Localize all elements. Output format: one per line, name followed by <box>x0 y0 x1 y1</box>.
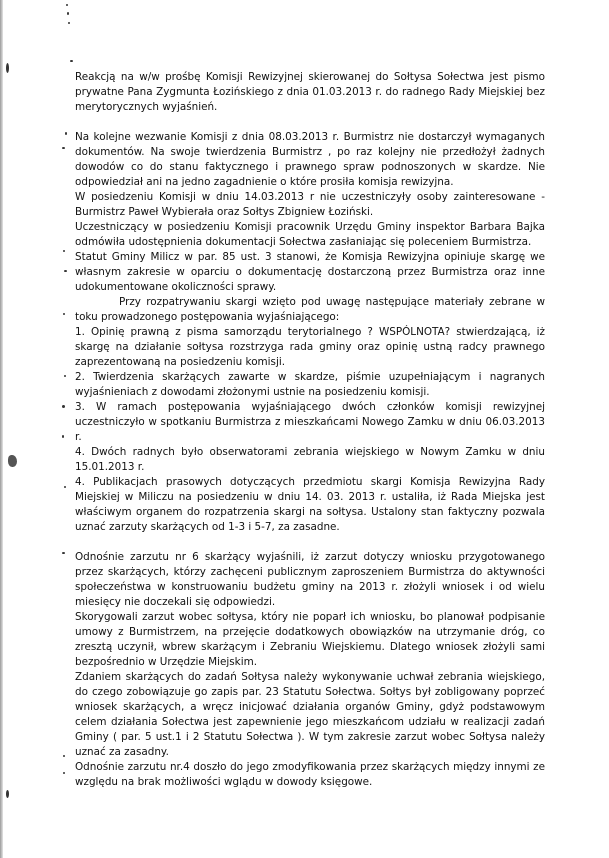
paragraph-response: Reakcją na w/w prośbę Komisji Rewizyjnej skierowanej do Sołtysa Sołectwa jest pismo prywatne Pana Zygmunta Łozińskiego z dnia 01.03.2013 r. do radnego Rady Miejskiej bez merytorycznych wyjaśnień. <box>75 71 545 113</box>
list-item-3: 3. W ramach postępowania wyjaśniającego dwóch członków komisji rewizyjnej uczestniczyło w spotkaniu Burmistrza z mieszkańcami Nowego Zamku w dniu 06.03.2013 r. <box>75 401 545 443</box>
scan-dot <box>70 60 73 62</box>
list-item-4: 4. Dwóch radnych było obserwatorami zebrania wiejskiego w Nowym Zamku w dniu 15.01.2013 r. <box>75 446 545 473</box>
blank-line <box>75 535 545 550</box>
scan-dot <box>62 435 64 438</box>
scan-dot <box>62 147 65 149</box>
paragraph-charge-4: Odnośnie zarzutu nr.4 doszło do jego zmodyfikowania przez skarżących między innymi ze względu na brak możliwości wglądu w dowody księgowe. <box>75 761 545 788</box>
scan-dot <box>63 772 65 774</box>
paragraph-statute: Statut Gminy Milicz w par. 85 ust. 3 stanowi, że Komisja Rewizyjna opiniuje skargę we własnym zakresie w oparciu o dokumentację dostarczoną przez Burmistrza oraz inne udokumentowane okoliczności sprawy. <box>75 251 545 293</box>
scan-dot <box>67 12 69 15</box>
paragraph-soltys-duties: Zdaniem skarżących do zadań Sołtysa należy wykonywanie uchwał zebrania wiejskiego, do czego zobowiązuje go zapis par. 23 Statutu Sołectwa. Sołtys był zobligowany poprzeć wniosek skarżących, a wręcz inicjować działania organów Gminy, gdyż podstawowym celem działania Sołectwa jest zapewnienie jego mieszkańcom udziału w realizacji zadań Gminy ( par. 5 ust.1 i 2 Statutu Sołectwa ). W tym zakresie zarzut wobec Sołtysa należy uznać za zasadny. <box>75 671 545 758</box>
list-item-4b: 4. Publikacjach prasowych dotyczących przedmiotu skargi Komisja Rewizyjna Rady Miejskiej w Miliczu na posiedzeniu w dniu 14. 03. 2013 r. ustaliła, iż Rada Miejska jest właściwym organem do rozpatrzenia skargi na sołtysa. Ustalony stan faktyczny pozwala uznać zarzuty skarżących od 1-3 i 5-7, za zasadne. <box>75 476 545 533</box>
paragraph-meeting-absence: W posiedzeniu Komisji w dniu 14.03.2013 r nie uczestniczyły osoby zainteresowane - Burmistrz Paweł Wybierała oraz Sołtys Zbigniew Łoziński. <box>75 191 545 218</box>
scan-dot <box>64 375 66 377</box>
scan-dot <box>6 790 9 798</box>
blank-line <box>75 115 545 130</box>
scan-dot <box>63 755 65 757</box>
scan-dot <box>62 405 65 408</box>
scan-dot <box>64 486 66 488</box>
scan-edge-shadow <box>0 0 3 858</box>
list-item-2: 2. Twierdzenia skarżących zawarte w skardze, piśmie uzupełniającym i nagranych wyjaśnieniach z dowodami złożonymi ustnie na posiedzeniu komisji. <box>75 371 545 398</box>
scan-dot <box>64 270 67 272</box>
scan-dot <box>68 22 70 24</box>
scan-dot <box>63 250 65 252</box>
paragraph-corrected-charge: Skorygowali zarzut wobec sołtysa, który nie poparł ich wniosku, bo planował podpisanie umowy z Burmistrzem, na przejęcie dodatkowych obowiązków na utrzymanie dróg, co zresztą uczynił, wbrew skarżącym i Zebraniu Wiejskiemu. Dlatego wniosek złożyli sami bezpośrednio w Urzędzie Miejskim. <box>75 611 545 668</box>
scan-dot <box>62 552 65 554</box>
list-item-1: 1. Opinię prawną z pisma samorządu terytorialnego ? WSPÓLNOTA? stwierdzającą, iż skargę na działanie sołtysa rozstrzyga rada gminy oraz opinię ustną radcy prawnego zaprezentowaną na posiedzeniu komisji. <box>75 326 545 368</box>
paragraph-inspector-refusal: Uczestniczący w posiedzeniu Komisji pracownik Urzędu Gminy inspektor Barbara Bajka odmówiła udostępnienia dokumentacji Sołectwa zasłaniając się poleceniem Burmistrza. <box>75 221 545 248</box>
scan-smudge <box>8 455 17 467</box>
paragraph-materials-intro: Przy rozpatrywaniu skargi wzięto pod uwagę następujące materiały zebrane w toku prowadzonego postępowania wyjaśniającego: <box>75 296 545 323</box>
document-body <box>75 70 545 790</box>
paragraph-committee-summons: Na kolejne wezwanie Komisji z dnia 08.03.2013 r. Burmistrz nie dostarczył wymaganych dokumentów. Na swoje twierdzenia Burmistrz , po raz kolejny nie przedłożył żadnych dowodów co do stanu faktycznego i prawnego spraw podnoszonych w skardze. Nie odpowiedział ani na jedno zagadnienie o które prosiła komisja rewizyjna. <box>75 131 545 188</box>
scan-dot <box>63 313 65 315</box>
scan-dot <box>65 132 67 135</box>
scan-dot <box>6 63 9 73</box>
scan-dot <box>66 4 68 6</box>
paragraph-charge-6: Odnośnie zarzutu nr 6 skarżący wyjaśnili, iż zarzut dotyczy wniosku przygotowanego przez skarżących, którzy zachęceni publicznym zaproszeniem Burmistrza do aktywności społeczeństwa w konstruowaniu budżetu gminy na 2013 r. złożyli wniosek i od wielu miesięcy nie doczekali się odpowiedzi. <box>75 551 545 608</box>
